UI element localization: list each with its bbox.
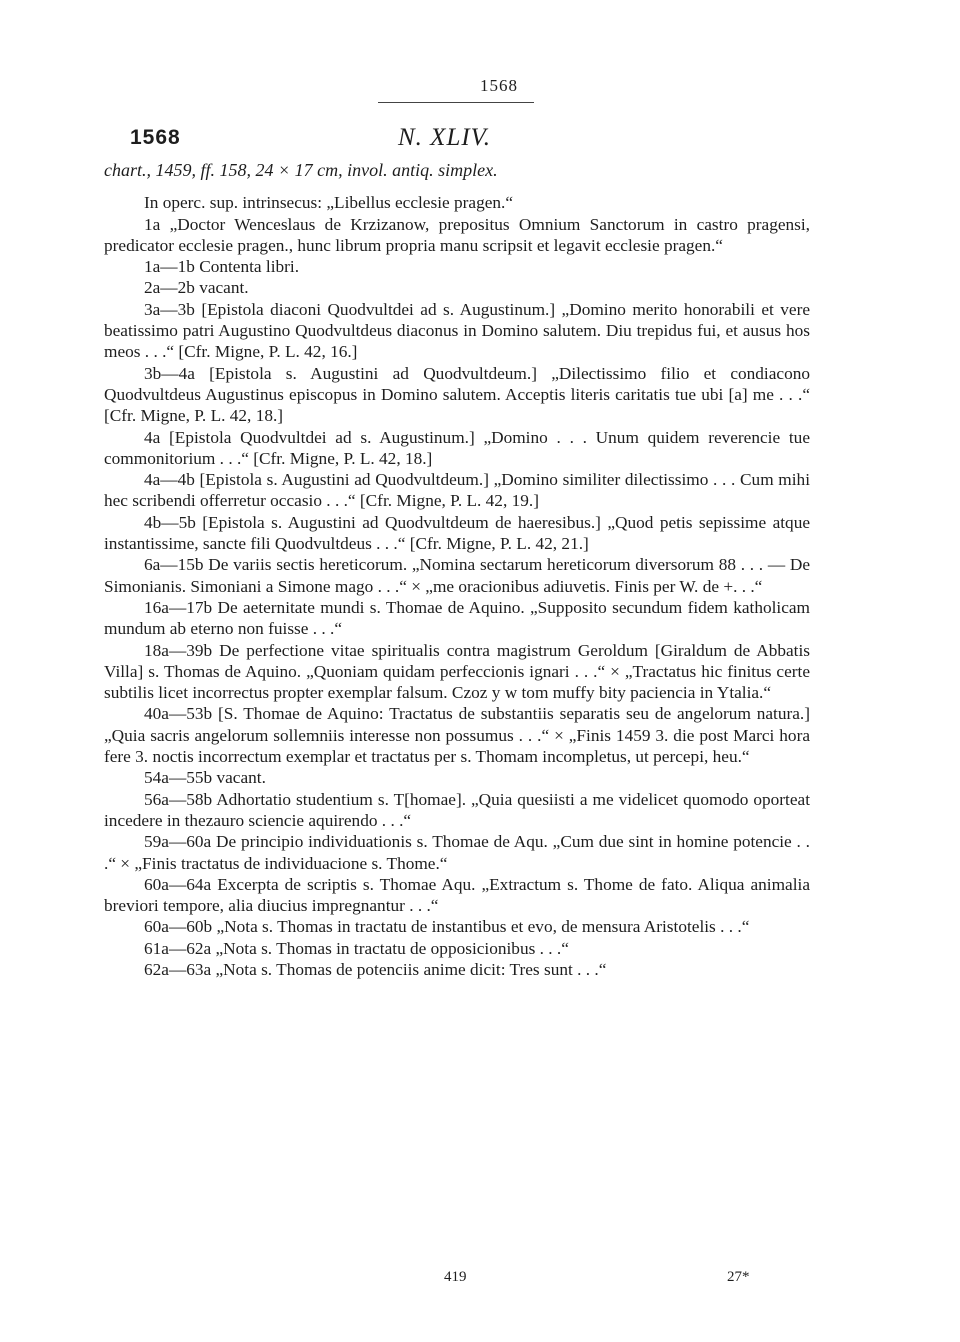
paragraph: 1a—1b Contenta libri. — [144, 257, 300, 277]
paragraph: 56a—58b Adhortatio studentium s. T[homae]. „Quia quesiisti a me videlicet quomodo oporteat incedere in thezauro sciencie aquirendo . . .“ — [104, 789, 810, 830]
entry-number: 1568 — [130, 126, 181, 149]
paragraph: 62a—63a „Nota s. Thomas de potenciis anime dicit: Tres sunt . . .“ — [144, 959, 607, 979]
paragraph: 4a [Epistola Quodvultdei ad s. Augustinum.] „Domino . . . Unum quidem reverencie tue commonitorium . . .“ [Cfr. Migne, P. L. 42, 18.] — [104, 427, 810, 468]
paragraph: In operc. sup. intrinsecus: „Libellus ecclesie pragen.“ — [144, 193, 514, 213]
paragraph: 4a—4b [Epistola s. Augustini ad Quodvultdeum.] „Domino similiter dilectissimo . . . Cum mihi hec scribendi offerretur occasio . . .“ [Cfr. Migne, P. L. 42, 19.] — [104, 470, 810, 511]
running-head-number: 1568 — [480, 76, 518, 95]
paragraph: 40a—53b [S. Thomae de Aquino: Tractatus de substantiis separatis seu de angelorum natura.] „Quia sacris angelorum sollemniis interesse non possumus . . .“ × „Finis 1459 3. die post Marci hora fere 3. noctis incorrectum exemplar et tractatus per s. Thomam incompletus, ut percepi, heu.“ — [104, 704, 810, 767]
paragraph: 18a—39b De perfectione vitae spiritualis contra magistrum Geroldum [Giraldum de Abbatis Villa] s. Thomas de Aquino. „Quoniam quidam perfeccionis ignari . . .“ × „Tractatus hic finitus certe subtilis licet incorrectus propter exemplar falsum. Czoz y w tom muffy bity paciencia in Ytalia.“ — [104, 640, 810, 703]
paragraph: 61a—62a „Nota s. Thomas in tractatu de opposicionibus . . .“ — [144, 938, 569, 958]
paragraph: 3b—4a [Epistola s. Augustini ad Quodvultdeum.] „Dilectissimo filio et condiacono Quodvultdeus Augustinus episcopus in Domino salutem. Acceptis literis caritatis tue ubi [a] me . . .“ [Cfr. Migne, P. L. 42, 18.] — [104, 363, 810, 426]
paragraph: 2a—2b vacant. — [144, 278, 249, 298]
paragraph: 4b—5b [Epistola s. Augustini ad Quodvultdeum de haeresibus.] „Quod petis sepissime atque instantissime, sancte fili Quodvultdeus . . .“ [Cfr. Migne, P. L. 42, 21.] — [104, 512, 810, 554]
paragraph: 16a—17b De aeternitate mundi s. Thomae de Aquino. „Supposito secundum fidem katholicam mundum ab eterno non fuisse . . .“ — [104, 597, 810, 639]
paragraph: 59a—60a De principio individuationis s. Thomae de Aqu. „Cum due sint in homine potencie . . .“ × „Finis tractatus de individuacione s. Thome.“ — [104, 832, 810, 873]
paragraph: 60a—60b „Nota s. Thomas in tractatu de instantibus et evo, de mensura Aristotelis . . .“ — [144, 917, 750, 937]
paragraph: 54a—55b vacant. — [144, 768, 266, 788]
catalogue-entry-body — [104, 160, 810, 980]
physical-description: chart., 1459, ff. 158, 24 × 17 cm, invol. antiq. simplex. — [104, 160, 498, 180]
paragraph: 1a „Doctor Wenceslaus de Krzizanow, prepositus Omnium Sanctorum in castro pragensi, predicator ecclesie pragen., hunc librum propria manu scripsit et legavit ecclesie pragen.“ — [104, 214, 810, 255]
page-number: 419 — [444, 1269, 467, 1285]
manuscript-id: N. XLIV. — [398, 124, 491, 151]
paragraph: 6a—15b De variis sectis hereticorum. „Nomina sectarum hereticorum diversorum 88 . . . — De Simonianis. Simoniani a Simone mago . . .“ × „me oracionibus adiuvetis. Finis per W. de +. . .“ — [104, 555, 810, 596]
signature-mark: 27* — [727, 1269, 750, 1285]
header-rule — [378, 102, 534, 103]
running-head — [0, 76, 960, 96]
paragraph: 60a—64a Excerpta de scriptis s. Thomae Aqu. „Extractum s. Thome de fato. Aliqua animalia breviori tempore, alia diucius impregnantur . . .“ — [104, 874, 810, 916]
paragraph: 3a—3b [Epistola diaconi Quodvultdei ad s. Augustinum.] „Domino merito honorabili et vere beatissimo patri Augustino Quodvultdeus diaconus in Domino salutem. Diu trepidus fui, et ausus hos meos . . .“ [Cfr. Migne, P. L. 42, 16.] — [104, 299, 810, 362]
